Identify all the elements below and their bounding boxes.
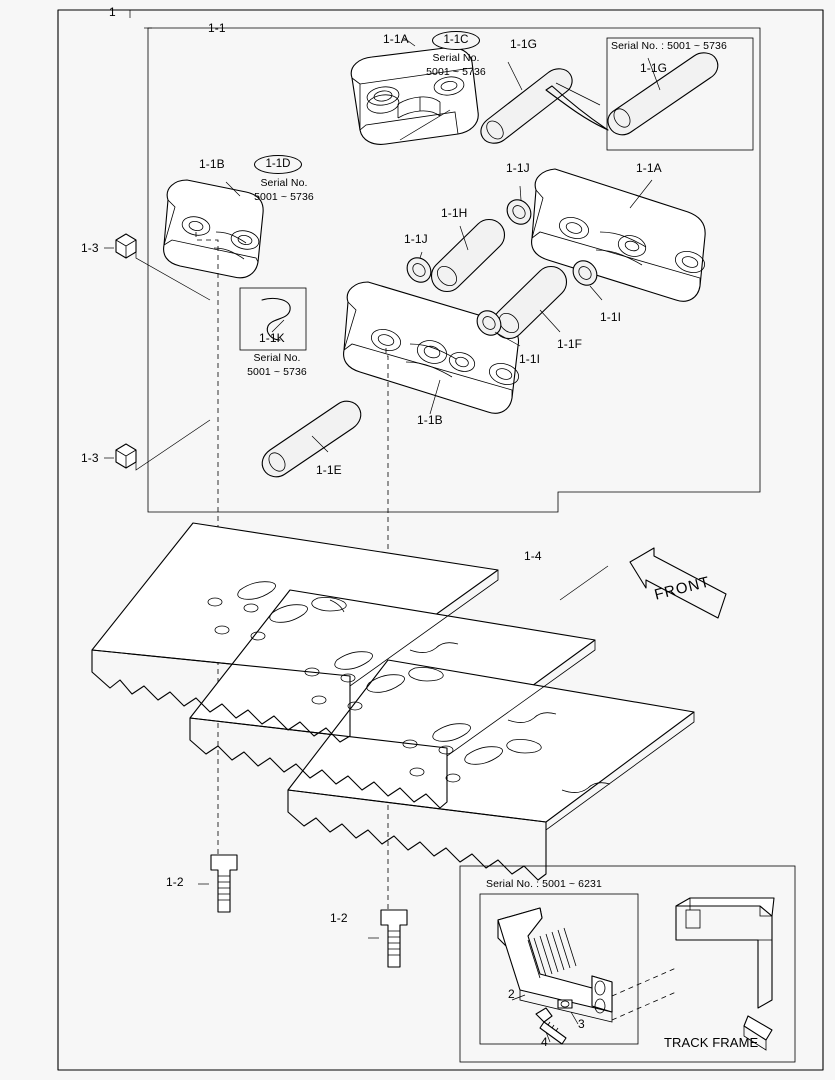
callout-1-1A-top: 1-1A (383, 32, 409, 46)
serial-range-3: 5001 ~ 5736 (247, 366, 307, 378)
track-frame-label: TRACK FRAME (664, 1035, 759, 1050)
callout-1-1K: 1-1K (259, 331, 285, 345)
callout-1-1F: 1-1F (557, 337, 583, 351)
serial-note-2: Serial No. (260, 177, 308, 189)
callout-1-1B-left: 1-1B (199, 157, 225, 171)
callout-1-1H: 1-1H (441, 206, 468, 220)
callout-4: 4 (541, 1035, 548, 1049)
callout-1-1G-inset: 1-1G (640, 61, 668, 75)
serial-range-1: 5001 ~ 5736 (426, 66, 486, 78)
callout-1-1I-left: 1-1I (519, 352, 541, 366)
callout-1-1D: 1-1D (254, 155, 302, 174)
serial-range-2: 5001 ~ 5736 (254, 191, 314, 203)
callout-1-4: 1-4 (524, 549, 542, 563)
serial-note-1: Serial No. (432, 52, 480, 64)
serial-note-bottom-box: Serial No. : 5001 ~ 6231 (486, 878, 602, 890)
serial-note-top-box: Serial No. : 5001 ~ 5736 (611, 40, 727, 52)
callout-1-1E: 1-1E (316, 463, 342, 477)
callout-1: 1 (109, 5, 116, 19)
callout-1-1J-left: 1-1J (404, 232, 428, 246)
callout-1-1G-top: 1-1G (510, 37, 538, 51)
callout-1-1B-center: 1-1B (417, 413, 443, 427)
callout-3: 3 (578, 1017, 585, 1031)
callout-1-2-lower: 1-2 (330, 911, 348, 925)
callout-1-1J-top: 1-1J (506, 161, 530, 175)
callout-1-1: 1-1 (208, 21, 226, 35)
serial-note-3: Serial No. (253, 352, 301, 364)
callout-1-1A-right: 1-1A (636, 161, 662, 175)
front-arrow-label: FRONT (652, 573, 712, 604)
callout-2: 2 (508, 987, 515, 1001)
callout-1-1C: 1-1C (432, 31, 480, 50)
callout-1-1I-right: 1-1I (600, 310, 622, 324)
callout-1-3-lower: 1-3 (81, 451, 99, 465)
callout-1-2-upper: 1-2 (166, 875, 184, 889)
callout-1-3-upper: 1-3 (81, 241, 99, 255)
